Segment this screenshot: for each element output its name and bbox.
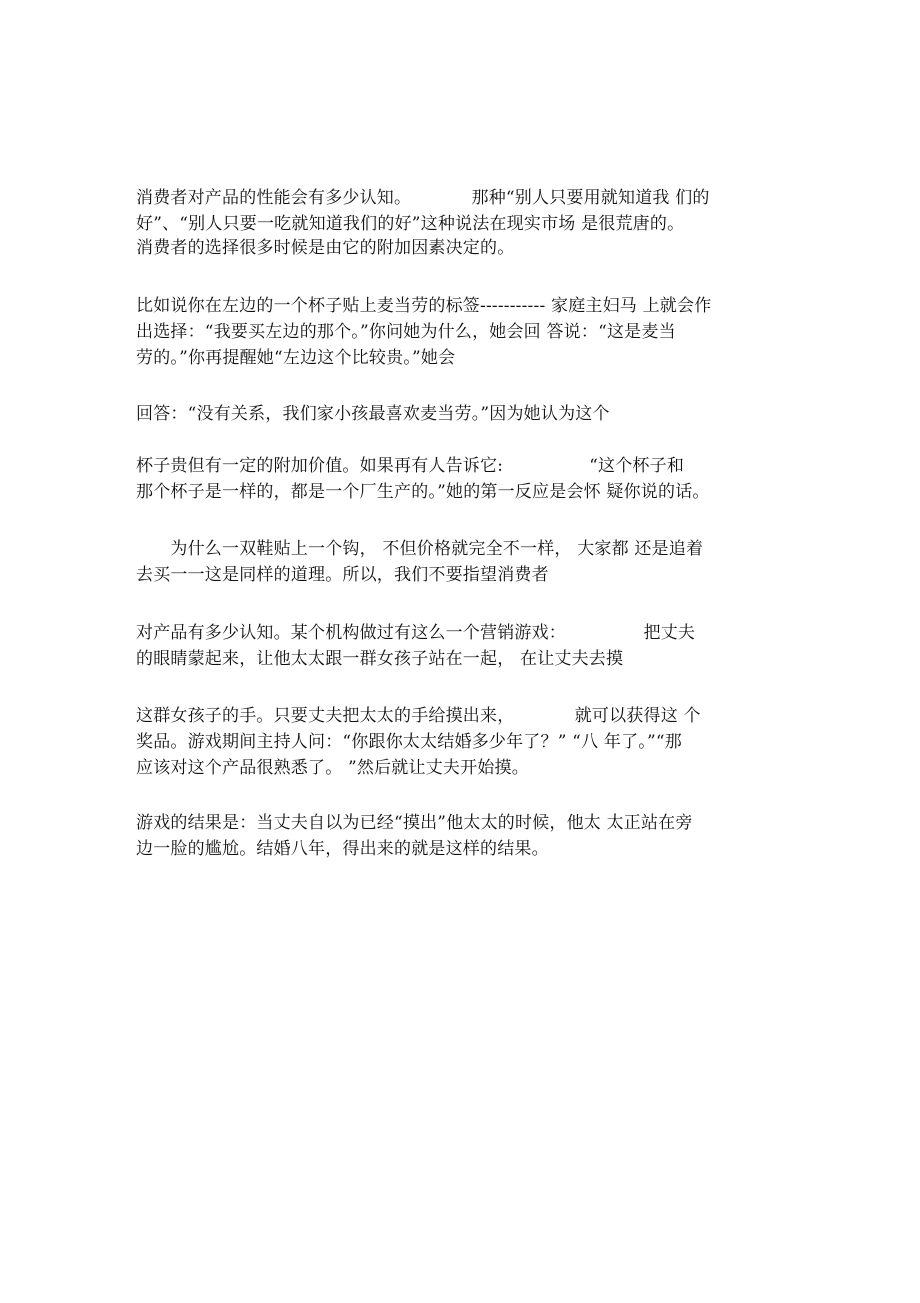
paragraph-4-line-1: 杯子贵但有一定的附加价值。如果再有人告诉它: “这个杯子和 bbox=[136, 456, 685, 476]
paragraph-1-line-2: 好”、“别人只要一吃就知道我们的好”这种说法在现实市场 是很荒唐的。 bbox=[136, 214, 685, 234]
paragraph-8-line-1: 游戏的结果是：当丈夫自以为已经“摸出”他太太的时候，他太 太正站在旁 bbox=[136, 813, 693, 833]
paragraph-8-line-2: 边一脸的尴尬。结婚八年，得出来的就是这样的结果。 bbox=[136, 839, 549, 859]
paragraph-5-line-1: 为什么一双鞋贴上一个钩， 不但价格就完全不一样， 大家都 还是追着 bbox=[136, 539, 704, 559]
paragraph-2-line-2: 出选择：“我要买左边的那个。”你问她为什么，她会回 答说：“这是麦当 bbox=[136, 322, 676, 342]
paragraph-7-line-1: 这群女孩子的手。只要丈夫把太太的手给摸出来， 就可以获得这 个 bbox=[136, 706, 701, 726]
paragraph-1-line-1: 消费者对产品的性能会有多少认知。 那种“别人只要用就知道我 们的 bbox=[136, 188, 710, 208]
paragraph-7-line-2: 奖品。游戏期间主持人问：“你跟你太太结婚多少年了？” “八 年了。”“那 bbox=[136, 732, 682, 752]
paragraph-2-line-3: 劳的。”你再提醒她“左边这个比较贵。”她会 bbox=[136, 348, 456, 368]
paragraph-6-line-1: 对产品有多少认知。某个机构做过有这么一个营销游戏： 把丈夫 bbox=[136, 623, 696, 643]
paragraph-2-line-1: 比如说你在左边的一个杯子贴上麦当劳的标签----------- 家庭主妇马 上就会作 bbox=[136, 296, 712, 316]
paragraph-6-line-2: 的眼睛蒙起来，让他太太跟一群女孩子站在一起， 在让丈夫去摸 bbox=[136, 649, 624, 669]
paragraph-5-line-2: 去买一一这是同样的道理。所以，我们不要指望消费者 bbox=[136, 565, 549, 585]
paragraph-7-line-3: 应该对这个产品很熟悉了。 ”然后就让丈夫开始摸。 bbox=[136, 758, 529, 778]
paragraph-3-line-1: 回答：“没有关系，我们家小孩最喜欢麦当劳。”因为她认为这个 bbox=[136, 404, 610, 424]
paragraph-4-line-2: 那个杯子是一样的，都是一个厂生产的。”她的第一反应是会怀 疑你说的话。 bbox=[136, 482, 710, 502]
paragraph-1-line-3: 消费者的选择很多时候是由它的附加因素决定的。 bbox=[136, 238, 515, 258]
